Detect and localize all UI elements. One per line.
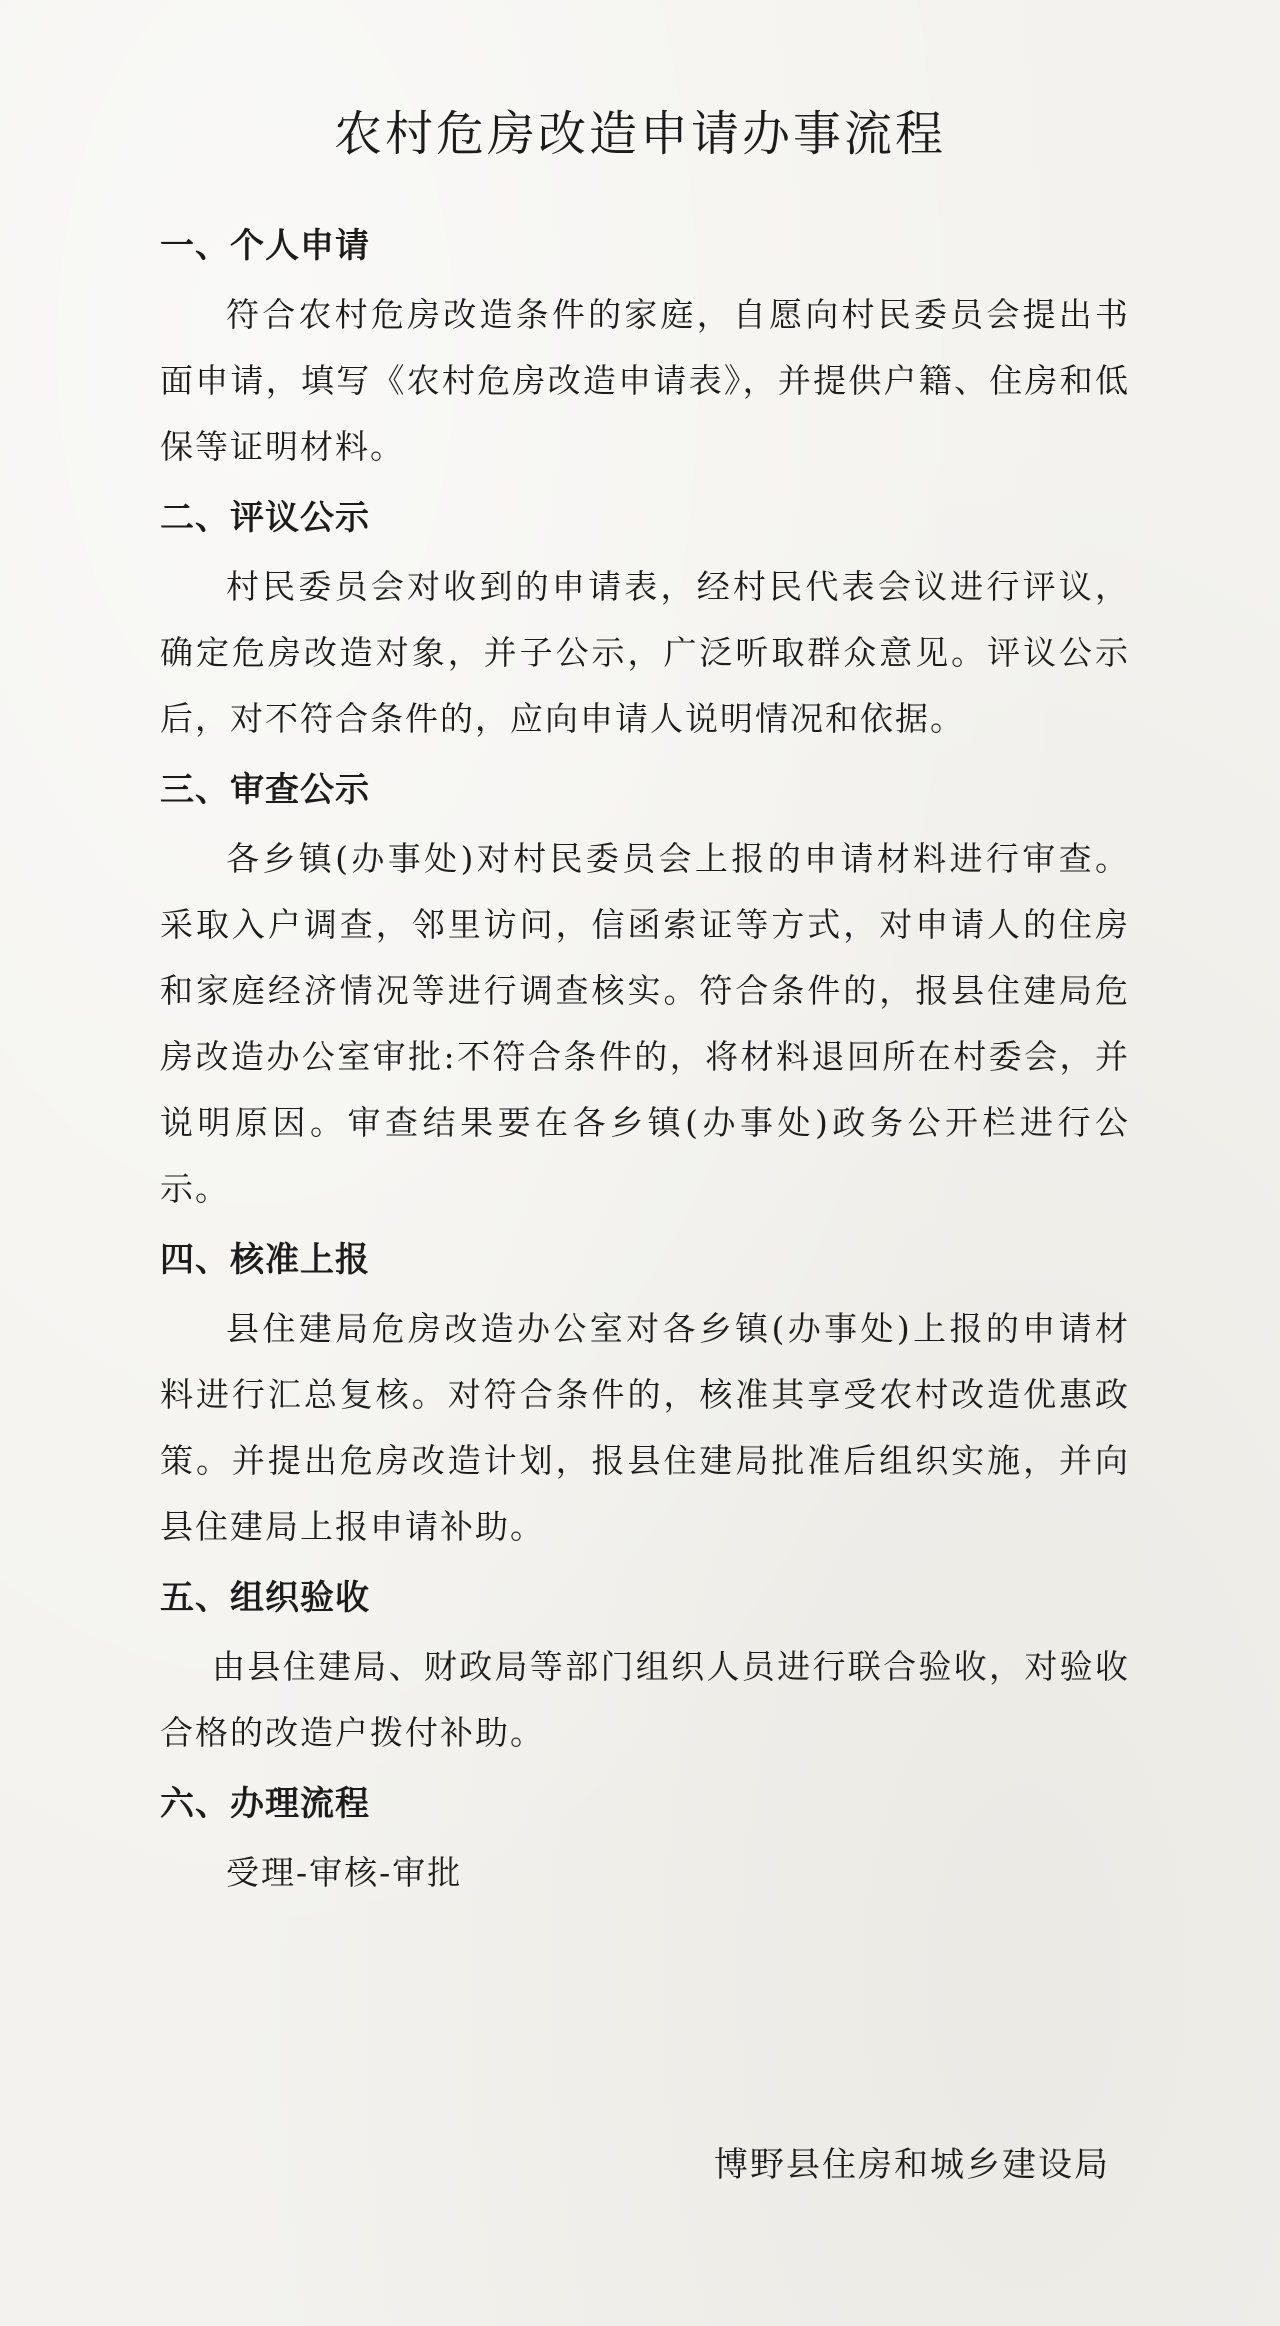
section-process-flow (160, 1780, 1130, 1906)
section-heading: 一、个人申请 (160, 226, 370, 266)
document-title: 农村危房改造申请办事流程 (333, 106, 946, 162)
section-examination-publicity (160, 766, 1130, 1222)
section-body: 受理-审核-审批 (226, 1853, 463, 1892)
section-body: 由县住建局、财政局等部门组织人员进行联合验收，对验收合格的改造户拨付补助。 (160, 1647, 1130, 1752)
section-body: 村民委员会对收到的申请表，经村民代表会议进行评议，确定危房改造对象，并子公示，广泛听取群众意见。评议公示后，对不符合条件的，应向申请人说明情况和依据。 (160, 567, 1130, 738)
section-heading: 五、组织验收 (160, 1578, 370, 1618)
section-heading: 四、核准上报 (160, 1240, 370, 1280)
section-body: 符合农村危房改造条件的家庭，自愿向村民委员会提出书面申请，填写《农村危房改造申请表》，并提供户籍、住房和低保等证明材料。 (160, 295, 1130, 466)
issuer-signature: 博野县住房和城乡建设局 (714, 2145, 1110, 2185)
section-heading: 六、办理流程 (160, 1784, 370, 1824)
section-personal-application (160, 222, 1130, 480)
section-body: 县住建局危房改造办公室对各乡镇(办事处)上报的申请材料进行汇总复核。对符合条件的，核准其享受农村改造优惠政策。并提出危房改造计划，报县住建局批准后组织实施，并向县住建局上报申请补助。 (160, 1309, 1130, 1546)
section-body: 各乡镇(办事处)对村民委员会上报的申请材料进行审查。采取入户调查，邻里访问，信函索证等方式，对申请人的住房和家庭经济情况等进行调查核实。符合条件的，报县住建局危房改造办公室审批:不符合条件的，将材料退回所在村委会，并说明原因。审查结果要在各乡镇(办事处)政务公开栏进行公示。 (160, 839, 1130, 1208)
section-heading: 三、审查公示 (160, 770, 370, 810)
section-acceptance (160, 1574, 1130, 1766)
section-heading: 二、评议公示 (160, 498, 370, 538)
section-approval-report (160, 1236, 1130, 1560)
section-review-publicity (160, 494, 1130, 752)
document-content (160, 222, 1130, 1920)
